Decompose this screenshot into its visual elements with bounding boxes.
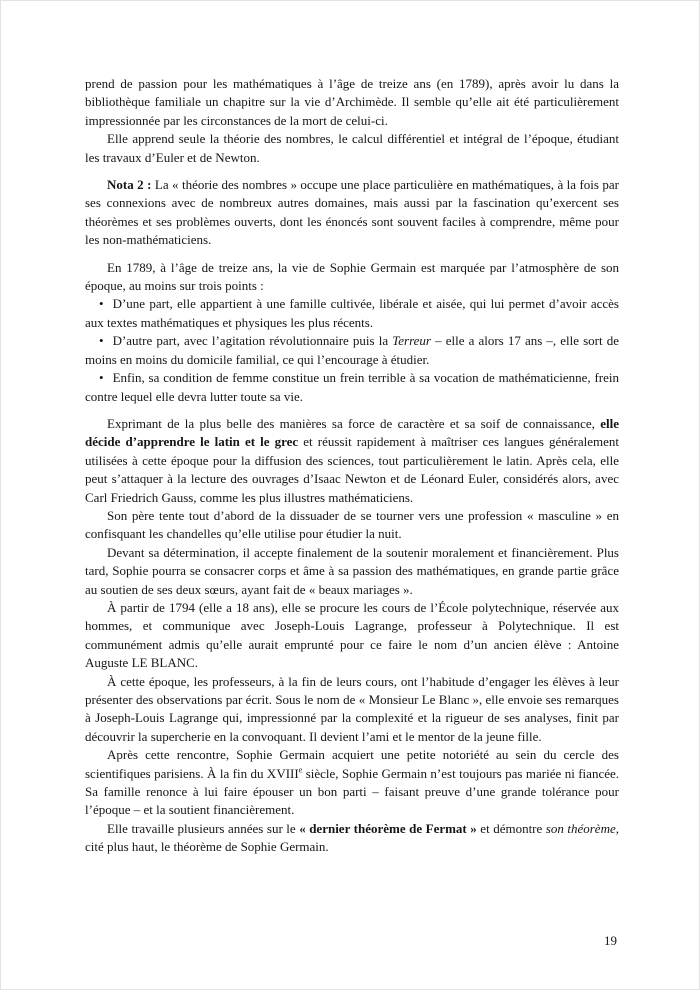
text-run: À partir de 1794 (elle a 18 ans), elle se procure les cours de l’École polytechnique, réservée aux hommes, et communique avec Joseph-Louis Lagrange, professeur à Polytechnique. Il est communément admis qu’elle aurait emprunté pour ce faire le nom d’un ancien élève : Antoine Auguste LE BLANC.: [85, 599, 619, 671]
text-run: son théorème: [545, 820, 616, 836]
text-run: La « théorie des nombres » occupe une place particulière en mathématiques, à la fois par ses connexions avec de nombreux autres domaines, mais aussi par la fascination qu’exercent ses théorèmes et ses problèmes ouverts, dont les énoncés sont souvent faciles à comprendre, même pour les non-mathématiciens.: [85, 177, 620, 248]
text-run: Après cette rencontre, Sophie Germain acquiert une petite notoriété au sein du cercle des scientifiques parisiens. À la fin du XVIII: [85, 747, 619, 781]
text-run: À cette époque, les professeurs, à la fin de leurs cours, ont l’habitude d’engager les élèves à leur présenter des observations par écrit. Sous le nom de « Monsieur Le Blanc », elle envoie ses remarques à Joseph-Louis Lagrange qui, impressionné par la complexité et la rigueur de ses analyses, finit par découvrir la supercherie en la convoquant. Il devient l’ami et le mentor de la jeune fille.: [85, 673, 619, 744]
page-number: 19: [604, 933, 617, 948]
paragraph: [85, 599, 619, 673]
text-run: et démontre: [476, 820, 546, 836]
text-run: D’une part, elle appartient à une famille cultivée, libérale et aisée, qui lui permet d’avoir accès aux textes mathématiques et physiques les plus récents.: [85, 296, 619, 330]
text-run: siècle, Sophie Germain n’est toujours pas mariée ni fiancée. Sa famille renonce à lui faire épouser un bon parti – faisant preuve d’une grande tolérance pour l’époque – et la soutient financièrement.: [85, 765, 619, 818]
text-run: , cité plus haut, le théorème de Sophie Germain.: [85, 820, 619, 855]
text-run: Devant sa détermination, il accepte finalement de la soutenir moralement et financièrement. Plus tard, Sophie pourra se consacrer corps et âme à sa passion des mathématiques, en grande partie grâce au soutien de ses deux sœurs, ayant fait de « beaux mariages ».: [85, 544, 619, 597]
paragraph: [85, 746, 619, 820]
document-body: [85, 75, 619, 857]
text-run: D’autre part, avec l’agitation révolutionnaire puis la: [112, 333, 393, 349]
text-run: « dernier théorème de Fermat »: [299, 820, 477, 836]
paragraph: [85, 544, 619, 599]
bullet-paragraph: [85, 332, 619, 369]
text-run: Elle apprend seule la théorie des nombres, le calcul différentiel et intégral de l’époque, étudiant les travaux d’Euler et de Newton.: [85, 131, 619, 165]
bullet-marker: •: [99, 370, 104, 386]
text-run: En 1789, à l’âge de treize ans, la vie de Sophie Germain est marquée par l’atmosphère de son époque, au moins sur trois points :: [85, 259, 619, 294]
text-run: Terreur: [392, 333, 431, 349]
text-run: e: [298, 765, 303, 775]
text-run: Exprimant de la plus belle des manières sa force de caractère et sa soif de connaissance,: [107, 415, 601, 431]
text-run: – elle a alors 17 ans –, elle sort de moins en moins du domicile familial, ce qui l’encourage à étudier.: [85, 333, 619, 367]
text-run: elle décide d’apprendre le latin et le grec: [85, 415, 619, 450]
paragraph: [85, 673, 619, 747]
paragraph: [85, 130, 619, 167]
bullet-paragraph: [85, 295, 619, 332]
paragraph: [85, 75, 619, 130]
text-run: Nota 2 :: [107, 177, 155, 193]
text-run: Enfin, sa condition de femme constitue un frein terrible à sa vocation de mathématicienne, frein contre lequel elle devra lutter toute sa vie.: [85, 370, 619, 404]
bullet-marker: •: [99, 333, 104, 349]
paragraph: [85, 507, 619, 544]
text-run: et réussit rapidement à maîtriser ces langues généralement utilisées à cette époque pour la diffusion des sciences, tout particulièrement le latin. Après cela, elle peut s’attaquer à la lecture des ouvrages d’Isaac Newton et de Léonard Euler, considérés alors, avec Carl Friedrich Gauss, comme les plus illustres mathématiciens.: [85, 434, 619, 505]
paragraph: [85, 176, 619, 250]
text-run: Elle travaille plusieurs années sur le: [107, 820, 300, 836]
bullet-paragraph: [85, 369, 619, 406]
paragraph: [85, 415, 619, 507]
bullet-marker: •: [99, 296, 104, 312]
paragraph: [85, 259, 619, 296]
text-run: prend de passion pour les mathématiques à l’âge de treize ans (en 1789), après avoir lu dans la bibliothèque familiale un chapitre sur la vie d’Archimède. Il semble qu’elle ait été particulièrement impressionnée par les circonstances de la mort de celui-ci.: [85, 76, 619, 128]
text-run: Son père tente tout d’abord de la dissuader de se tourner vers une profession « masculine » en confisquant les chandelles qu’elle utilise pour étudier la nuit.: [85, 507, 619, 542]
paragraph: [85, 820, 619, 857]
